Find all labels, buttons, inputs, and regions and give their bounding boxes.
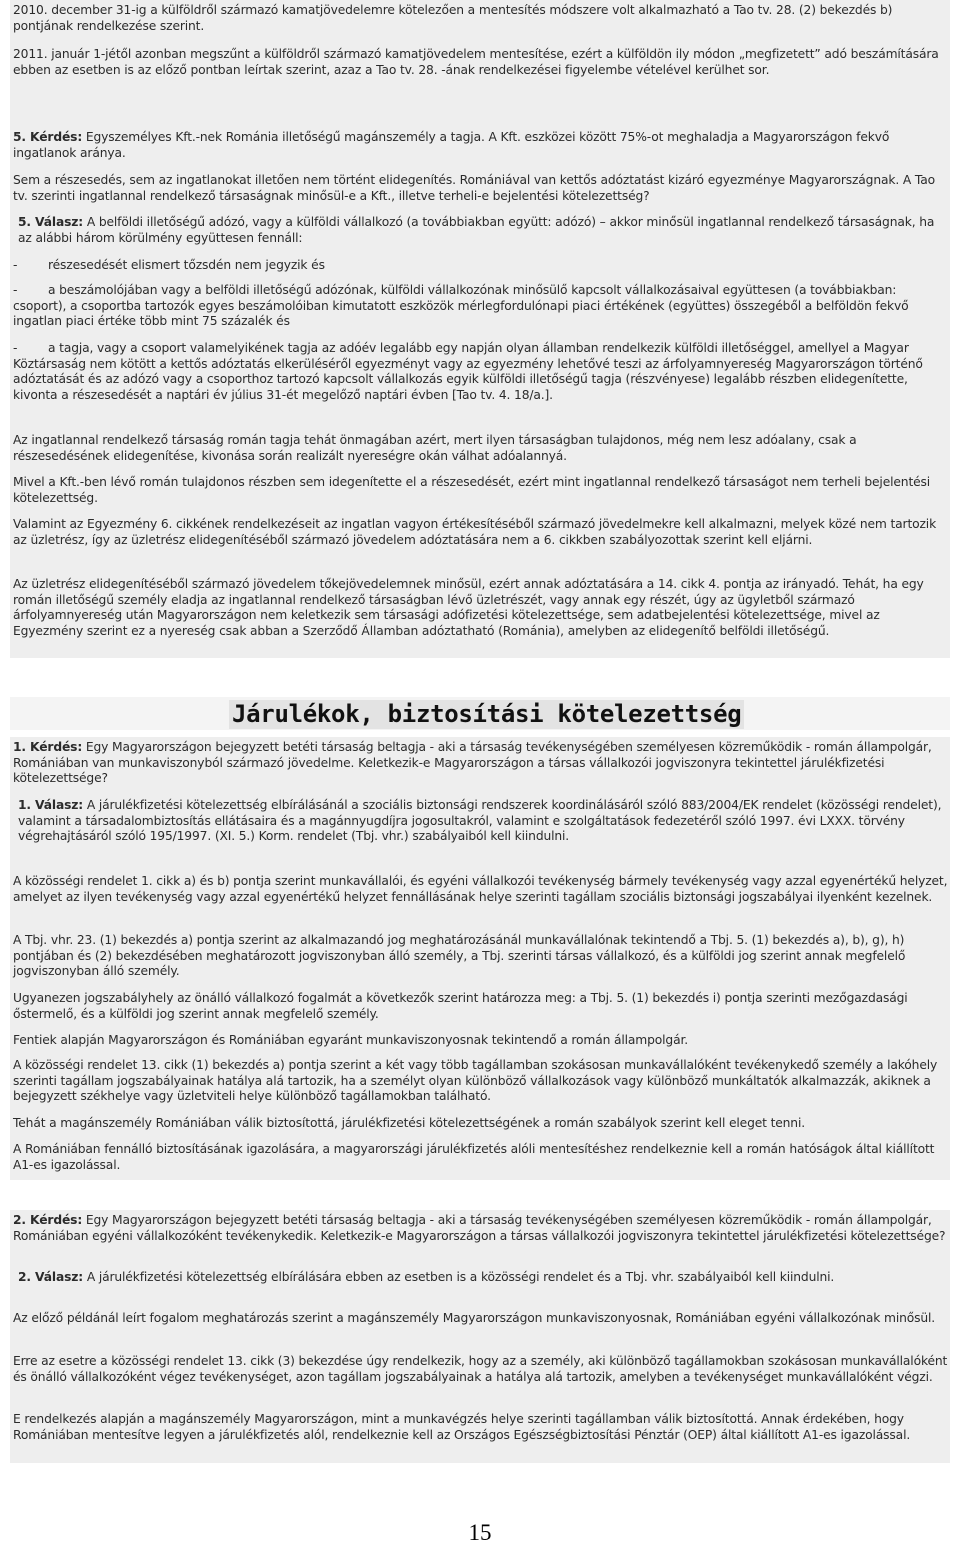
paragraph: Az ingatlannal rendelkező társaság román tagja tehát önmagában azért, mert ilyen társaságban tulajdonos, még nem lesz adóalany, csak a részesedésének elidegenítése, kivonása során realizált nyereségre okán válhat adóalannyá. [13,433,857,463]
paragraph: Az előző példánál leírt fogalom meghatározás szerint a magánszemély Magyarországon munkaviszonyosnak, Romániában egyéni vállalkozónak minősül. [13,1311,936,1325]
question-text: Egy Magyarországon bejegyzett betéti társaság beltagja - aki a társaság tevékenységében személyesen közreműködik - román állampolgár, Romániában egyéni vállalkozóként tevékenykedik. Keletkezik-e Magyarországon a társas vállalkozói jogviszonyra tekintettel járulékfizetési kötelezettsége? [13,1213,946,1243]
question-5 [10,130,950,161]
question-label: 1. Kérdés: [13,740,83,754]
section-contributions-q2 [10,1210,950,1463]
list-item-text: a tagja, vagy a csoport valamelyikének tagja az adóév legalább egy napján olyan államban rendelkezik külföldi illetőséggel, amellyel a Magyar Köztársaság nem kötött a kettős adóztatás elkerüléséről egyezményt vagy az egyezmény lehetővé teszi az árfolyamnyereség Magyarországon történő adóztatását és az adózó vagy a csoporthoz tartozó kapcsolt vállalkozás egyik külföldi illetőségű tagja (részvényese) legalább részben elidegenítette, kivonta a részesedését a naptári év július 31-ét megelőző naptári évben [Tao tv. 4. 18/a.]. [13,341,923,402]
list-dash: - [13,258,18,272]
answer-1 [10,798,950,845]
paragraph: Valamint az Egyezmény 6. cikkének rendelkezéseit az ingatlan vagyon értékesítéséből származó jövedelmekre kell alkalmazni, melyek közé nem tartozik az üzletrész, így az üzletrész elidegenítéséből származó jövedelem adóztatására nem a 6. cikkben szabályozottak szerint kell eljárni. [13,517,937,547]
paragraph: Tehát a magánszemély Romániában válik biztosítottá, járulékfizetési kötelezettségének a román szabályok szerint kell eleget tenni. [13,1116,805,1130]
list-item-text: részesedését elismert tőzsdén nem jegyzik és [48,258,325,272]
paragraph: Ugyanezen jogszabályhely az önálló vállalkozó fogalmát a következők szerint határozza meg: a Tbj. 5. (1) bekezdés i) pontja szerinti mezőgazdasági őstermelő, és a külföldi jog szerint annak megfelelő személy. [13,991,908,1021]
list-item [10,341,950,403]
question-text: Egy Magyarországon bejegyzett betéti társaság beltagja - aki a társaság tevékenységében személyesen közreműködik - román állampolgár, Romániában van munkaviszonyból származó jövedelme. Keletkezik-e Magyarországon a társas vállalkozói jogviszonyra tekintettel járulékfizetési kötelezettsége? [13,740,932,785]
paragraph: A Romániában fennálló biztosításának igazolására, a magyarországi járulékfizetés alóli mentesítéshez rendelkeznie kell a román hatóságok által kiállított A1-es igazolással. [13,1142,935,1172]
list-dash: - [13,341,18,355]
question-2 [10,1213,950,1244]
question-text: Egyszemélyes Kft.-nek Románia illetőségű magánszemély a tagja. A Kft. eszközei között 75%-ot meghaladja a Magyarországon fekvő ingatlanok aránya. [13,130,890,160]
question-1 [10,740,950,787]
answer-label: 2. Válasz: [18,1270,84,1284]
paragraph: Fentiek alapján Magyarországon és Romániában egyaránt munkaviszonyosnak tekintendő a román állampolgár. [13,1033,689,1047]
paragraph: 2010. december 31-ig a külföldről származó kamatjövedelemre kötelezően a mentesítés módszere volt alkalmazható a Tao tv. 28. (2) bekezdés b) pontjának rendelkezése szerint. [13,3,893,33]
paragraph: Sem a részesedés, sem az ingatlanokat illetően nem történt elidegenítés. Romániával van kettős adóztatást kizáró egyezménye Magyarországnak. A Tao tv. szerinti ingatlannal rendelkező társaságnak minősül-e a Kft., illetve terheli-e bejelentési kötelezettség? [13,173,935,203]
question-label: 5. Kérdés: [13,130,83,144]
paragraph: 2011. január 1-jétől azonban megszűnt a külföldről származó kamatjövedelem mentesítése, ezért a külföldön ily módon „megfizetett” adó beszámítására ebben az esetben is az előző pontban leírtak szerint, azaz a Tao tv. 28. -ának rendelkezései figyelembe vételével kerülhet sor. [13,47,939,77]
answer-text: A járulékfizetési kötelezettség elbírálására ebben az esetben is a közösségi rendelet és a Tbj. vhr. szabályaiból kell kiindulni. [83,1270,835,1284]
paragraph: Mivel a Kft.-ben lévő román tulajdonos részben sem idegenítette el a részesedését, ezért mint ingatlannal rendelkező társaságot nem terheli bejelentési kötelezettség. [13,475,931,505]
paragraph: E rendelkezés alapján a magánszemély Magyarországon, mint a munkavégzés helye szerinti tagállamban válik biztosítottá. Annak érdekében, hogy Romániában mentesítve legyen a járulékfizetés alól, rendelkeznie kell az Országos Egészségbiztosítási Pénztár (OEP) által kiállított A1-es igazolással. [13,1412,911,1442]
list-item [10,258,950,274]
answer-5 [10,215,950,246]
paragraph: A közösségi rendelet 13. cikk (1) bekezdés a) pontja szerint a két vagy több tagállamban szokásosan munkavállalóként tevékenykedő személy a lakóhely szerinti tagállam jogszabályainak hatálya alá tartozik, ha a személyt olyan különböző vállalkozások vagy különböző munkáltatók alkalmazzák, akiknek a bejegyzett székhelye vagy üzletviteli helye különböző tagállamokban található. [13,1058,938,1103]
paragraph: A közösségi rendelet 1. cikk a) és b) pontja szerint munkavállalói, és egyéni vállalkozói tevékenység bármely tevékenység vagy azzal egyenértékű helyzet, amelyet az ilyen tevékenység vagy azzal egyenértékű helyzet fennállásának helye szerinti tagállam szociális biztonsági jogszabályai ilyenként kezelnek. [13,874,948,904]
answer-2 [10,1270,950,1286]
paragraph: A Tbj. vhr. 23. (1) bekezdés a) pontja szerint az alkalmazandó jog meghatározásánál munkavállalónak tekintendő a Tbj. 5. (1) bekezdés a), b), g), h) pontjában és (2) bekezdésében meghatározott jogviszonyban álló személy, a Tbj. szerinti társas vállalkozó, és a külföldi jog szerint annak megfelelő jogviszonyban álló személy. [13,933,906,978]
paragraph: Az üzletrész elidegenítéséből származó jövedelem tőkejövedelemnek minősül, ezért annak adóztatására a 14. cikk 4. pontja az irányadó. Tehát, ha egy román illetőségű személy eladja az ingatlannal rendelkező társaságban lévő üzletrészét, vagy annak egy részét, úgy az ügyletből származó árfolyamnyereség után Magyarországon nem keletkezik sem társasági adófizetési kötelezettsége, sem adatbejelentési kötelezettsége, mivel az Egyezmény szerint ez a nyereség csak abban a Szerződő Államban adóztatható (Románia), amelyben az elidegenítő belföldi illetőségű. [13,577,924,638]
page-number: 15 [468,1520,492,1545]
section-tax-content [10,0,950,658]
answer-text: A belföldi illetőségű adózó, vagy a külföldi vállalkozó (a továbbiakban együtt: adózó) – akkor minősül ingatlannal rendelkező társaságnak, ha az alábbi három körülmény együttesen fennáll: [18,215,935,245]
answer-label: 1. Válasz: [18,798,84,812]
section-contributions-q1 [10,737,950,1180]
question-label: 2. Kérdés: [13,1213,83,1227]
list-item-text: a beszámolójában vagy a belföldi illetőségű adózónak, külföldi vállalkozónak minősülő kapcsolt vállalkozásaival együttesen (a továbbiakban: csoport), a csoportba tartozók egyes beszámolóiban kimutatott eszközök mérlegfordulónapi piaci értékének (együttes) összegéből a belföldön fekvő ingatlan piaci értéke több mint 75 százalék és [13,283,909,328]
answer-text: A járulékfizetési kötelezettség elbírálásánál a szociális biztonsági rendszerek koordinálásáról szóló 883/2004/EK rendelet (közösségi rendelet), valamint a társadalombiztosítás ellátásaira és a magánnyugdíjra jogosultakról, valamint e szolgáltatások fedezetéről szóló 1997. évi LXXX. törvény végrehajtásáról szóló 195/1997. (XI. 5.) Korm. rendelet (Tbj. vhr.) szabályaiból kell kiindulni. [18,798,942,843]
answer-label: 5. Válasz: [18,215,84,229]
list-item [10,283,950,330]
paragraph: Erre az esetre a közösségi rendelet 13. cikk (3) bekezdése úgy rendelkezik, hogy az a személy, aki különböző tagállamokban szokásosan munkavállalóként és önálló vállalkozóként végez tevékenységet, azon tagállam jogszabályainak a hatálya alá tartozik, amelyben a tevékenységet munkavállalóként végzi. [13,1354,948,1384]
section-heading: Járulékok, biztosítási kötelezettség [229,700,744,729]
list-dash: - [13,283,18,297]
